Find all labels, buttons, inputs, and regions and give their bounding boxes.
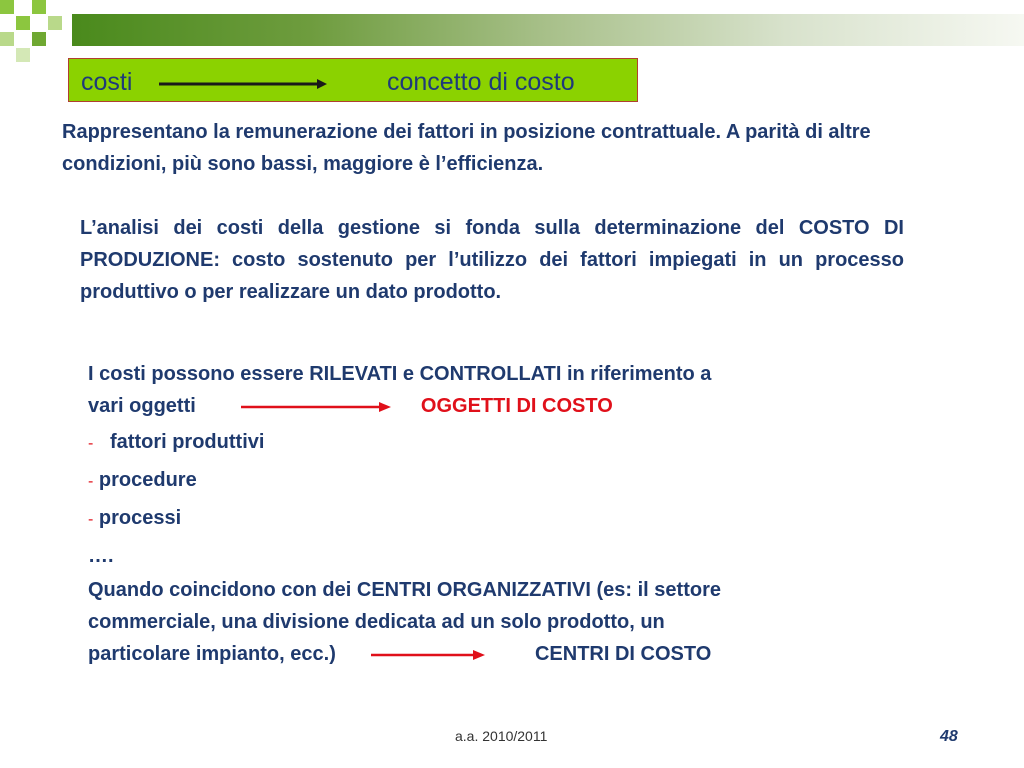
- cost-centers-highlight: CENTRI DI COSTO: [534, 643, 712, 665]
- red-arrow-icon: [241, 400, 391, 414]
- list-item: [88, 502, 928, 536]
- footer-academic-year: a.a. 2010/2011: [455, 728, 548, 744]
- objects-intro-line1: I costi possono essere RILEVATI e CONTROLLATI in riferimento a: [88, 363, 712, 385]
- centers-line1: Quando coincidono con dei CENTRI ORGANIZZATIVI (es: il settore: [88, 579, 721, 601]
- definition-paragraph: Rappresentano la remunerazione dei fattori in posizione contrattuale. A parità di altre condizioni, più sono bassi, maggiore è l’efficienza.: [62, 121, 871, 175]
- decor-square: [32, 32, 46, 46]
- objects-intro-text: vari oggetti: [88, 395, 196, 417]
- header-gradient-bar: [72, 14, 1024, 46]
- cost-objects-highlight: OGGETTI DI COSTO: [420, 395, 613, 417]
- list-item-label: processi: [98, 507, 182, 529]
- decor-square: [16, 48, 30, 62]
- cost-objects-section: [88, 358, 928, 670]
- decor-square: [16, 16, 30, 30]
- list-item: [88, 426, 928, 460]
- centers-line2: commerciale, una divisione dedicata ad un solo prodotto, un: [88, 611, 665, 633]
- slide-title-box: [68, 58, 638, 102]
- decor-square: [32, 0, 46, 14]
- decor-square: [0, 0, 14, 14]
- decor-square: [0, 32, 14, 46]
- decor-square: [48, 16, 62, 30]
- red-arrow-icon: [371, 648, 485, 662]
- list-item: [88, 464, 928, 498]
- page-number: 48: [940, 728, 958, 745]
- dash-marker: -: [88, 473, 94, 490]
- centers-line3: [88, 638, 928, 670]
- dash-marker: -: [88, 435, 94, 452]
- list-item-label: fattori produttivi: [110, 431, 265, 453]
- right-arrow-icon: [159, 79, 327, 89]
- list-item-label: procedure: [98, 469, 197, 491]
- title-costi: costi: [81, 68, 133, 96]
- ellipsis: ….: [88, 545, 114, 567]
- cost-analysis-paragraph: L’analisi dei costi della gestione si fonda sulla determinazione del COSTO DI PRODUZIONE: costo sostenuto per l’utilizzo dei fattori impiegati in un processo produttivo o per realizzare un dato prodotto.: [80, 217, 904, 303]
- objects-intro-line2: [88, 390, 928, 422]
- dash-marker: -: [88, 511, 94, 528]
- centers-line3-text: particolare impianto, ecc.): [88, 643, 336, 665]
- title-concetto: concetto di costo: [387, 68, 575, 96]
